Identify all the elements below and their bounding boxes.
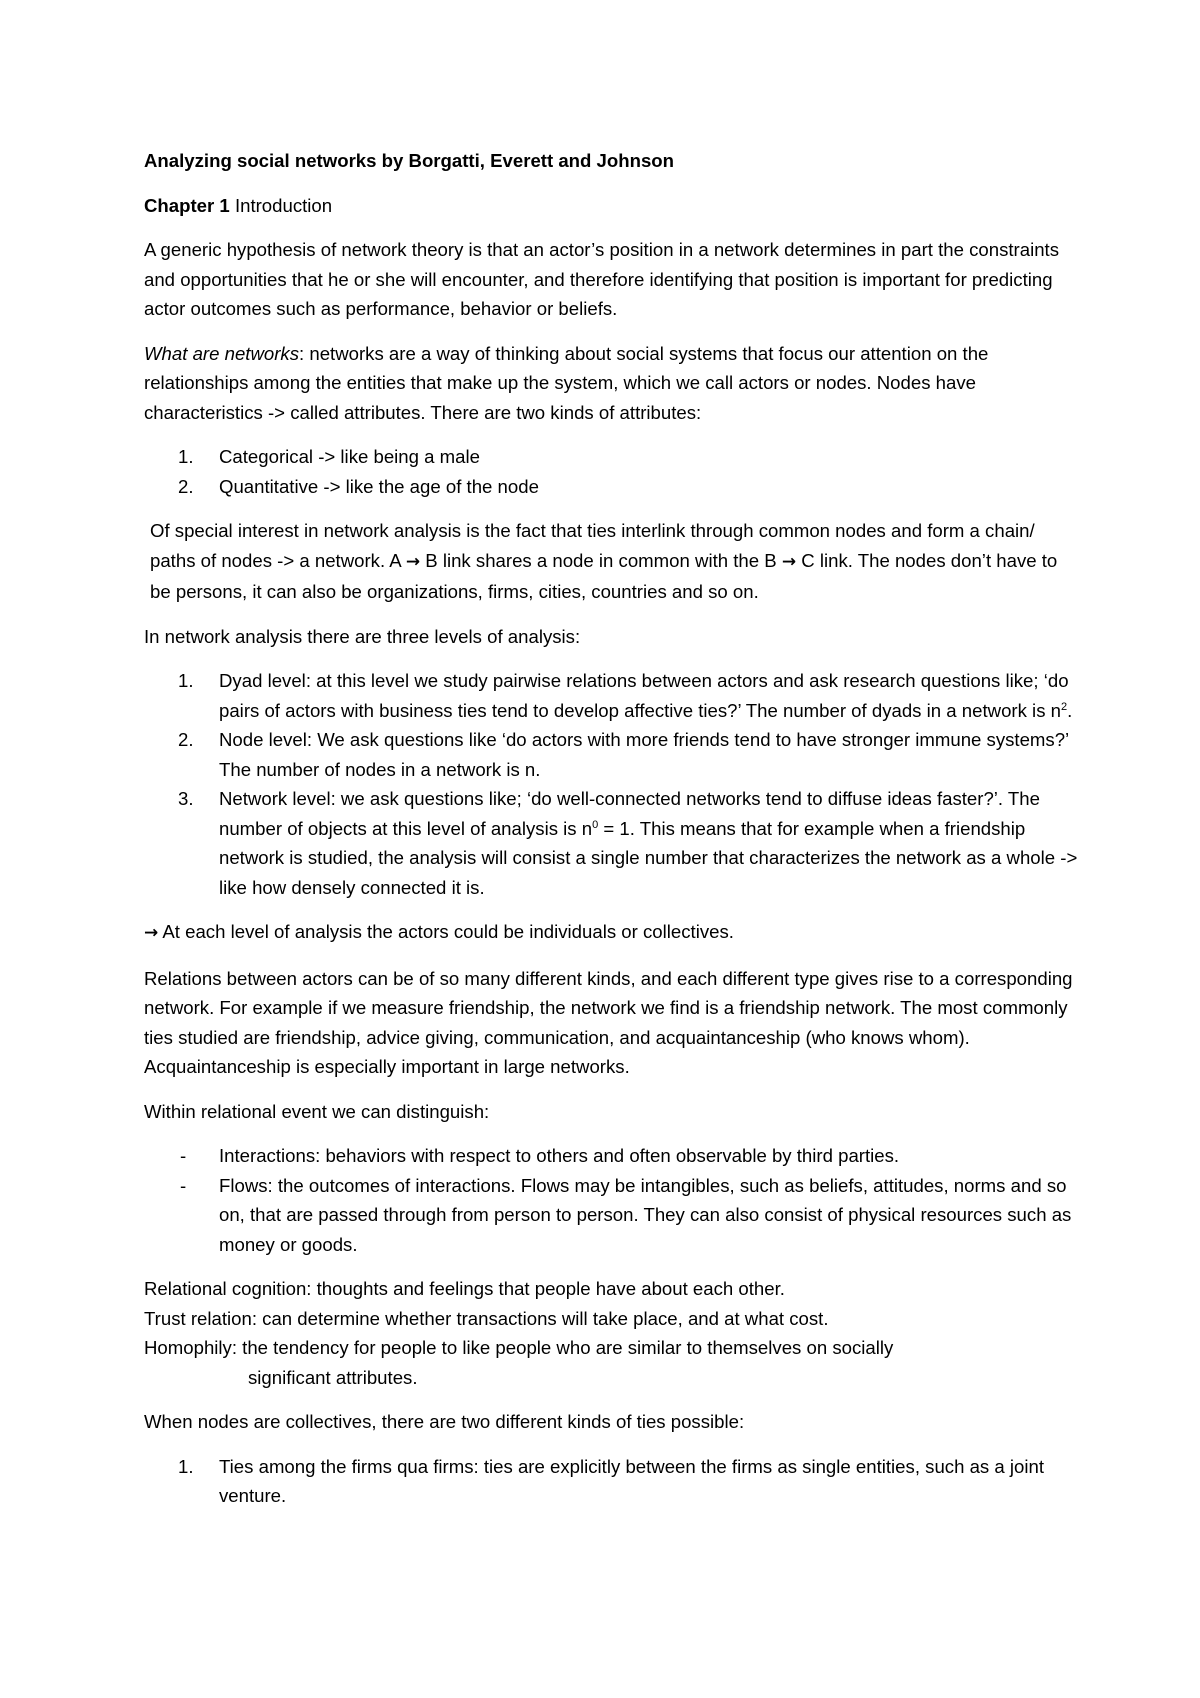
list-item — [144, 472, 1080, 502]
list-number: 1. — [178, 1455, 194, 1477]
arrow-icon: → — [781, 551, 797, 572]
superscript: 2 — [1061, 700, 1068, 713]
special-interest-text-c: C link. The nodes don’t have to be persons, it can also be organizations, firms, cities, countries and so on. — [150, 549, 1058, 602]
dash-bullet: - — [180, 1174, 187, 1196]
arrow-icon: → — [405, 551, 421, 572]
paragraph-relational-event: Within relational event we can distinguish: — [144, 1100, 490, 1122]
definition-trust: Trust relation: can determine whether transactions will take place, and at what cost. — [144, 1307, 829, 1329]
list-item — [144, 666, 1080, 725]
attribute-list — [144, 442, 1080, 501]
list-number: 2. — [178, 475, 194, 497]
list-item-text: Interactions: behaviors with respect to others and often observable by third parties. — [219, 1145, 900, 1166]
paragraph-what-are-networks — [144, 339, 1080, 428]
list-item-text: Network level: we ask questions like; ‘do well-connected networks tend to diffuse ideas faster?’. The number of objects at this level of analysis is n — [219, 788, 1040, 839]
list-number: 1. — [178, 446, 194, 467]
list-item-after: . — [1067, 699, 1073, 721]
paragraph-special-interest — [144, 516, 1080, 607]
list-item-text: Quantitative -> like the age of the node — [219, 475, 539, 497]
list-item-text: Flows: the outcomes of interactions. Flows may be intangibles, such as beliefs, attitudes, norms and so on, that are passed through from person to person. They can also consist of physical resources such as money or goods. — [219, 1174, 1072, 1255]
dash-bullet: - — [180, 1145, 187, 1166]
list-item — [144, 1171, 1080, 1260]
special-interest-text-a: Of special interest in network analysis is the fact that ties interlink through common nodes and form a chain/ paths of nodes -> a network. A — [150, 520, 1035, 571]
paragraph-relations: Relations between actors can be of so many different kinds, and each different type gives rise to a corresponding network. For example if we measure friendship, the network we find is a friendship network. The most commonly ties studied are friendship, advice giving, communication, and acquaintanceship (who knows whom). Acquaintanceship is especially important in large networks. — [144, 967, 1073, 1077]
events-list — [144, 1141, 1080, 1259]
list-item-text: Dyad level: at this level we study pairwise relations between actors and ask research questions like; ‘do pairs of actors with business ties tend to develop affective ties?’ The number of dyads in a network is n — [219, 670, 1069, 721]
definition-cognition: Relational cognition: thoughts and feelings that people have about each other. — [144, 1278, 785, 1299]
list-number: 1. — [178, 670, 194, 691]
each-level-text: At each level of analysis the actors could be individuals or collectives. — [162, 921, 734, 942]
list-item-text: Ties among the firms qua firms: ties are explicitly between the firms as single entities, such as a joint venture. — [219, 1455, 1045, 1506]
collective-ties-list — [144, 1452, 1080, 1511]
definition-homophily: Homophily: the tendency for people to like people who are similar to themselves on socially — [144, 1337, 894, 1358]
what-are-networks-text: : networks are a way of thinking about social systems that focus our attention on the relationships among the entities that make up the system, which we call actors or nodes. Nodes have characteristics -> called attributes. There are two kinds of attributes: — [144, 342, 989, 423]
list-item — [144, 1452, 1080, 1511]
paragraph-collectives: When nodes are collectives, there are two different kinds of ties possible: — [144, 1411, 745, 1432]
definition-homophily-continued: significant attributes. — [248, 1366, 418, 1388]
list-item — [144, 784, 1080, 902]
paragraph-hypothesis: A generic hypothesis of network theory is that an actor’s position in a network determines in part the constraints and opportunities that he or she will encounter, and therefore identifying that position is important for predicting actor outcomes such as performance, behavior or beliefs. — [144, 239, 1060, 319]
levels-list — [144, 666, 1080, 902]
list-item — [144, 1141, 1080, 1171]
superscript: 0 — [592, 818, 599, 831]
special-interest-text-b: B link shares a node in common with the B — [425, 549, 777, 571]
list-item-after: = 1. This means that for example when a friendship network is studied, the analysis will consist a single number that characterizes the network as a whole -> like how densely connected it is. — [219, 817, 1078, 898]
paragraph-each-level — [144, 917, 1080, 949]
definitions-block — [144, 1274, 1080, 1392]
term-what-are-networks: What are networks — [144, 342, 300, 364]
list-number: 2. — [178, 729, 194, 750]
list-item-text: Categorical -> like being a male — [219, 446, 480, 467]
chapter-label: Chapter 1 — [144, 194, 230, 216]
list-number: 3. — [178, 788, 194, 809]
arrow-icon: → — [144, 923, 159, 943]
list-item — [144, 725, 1080, 784]
chapter-heading — [144, 191, 1080, 221]
chapter-name: Introduction — [234, 194, 333, 216]
list-item-text: Node level: We ask questions like ‘do actors with more friends tend to have stronger immune systems?’ The number of nodes in a network is n. — [219, 729, 1069, 780]
list-item — [144, 442, 1080, 472]
document-title: Analyzing social networks by Borgatti, Everett and Johnson — [144, 150, 675, 171]
paragraph-levels-intro: In network analysis there are three levels of analysis: — [144, 625, 581, 647]
